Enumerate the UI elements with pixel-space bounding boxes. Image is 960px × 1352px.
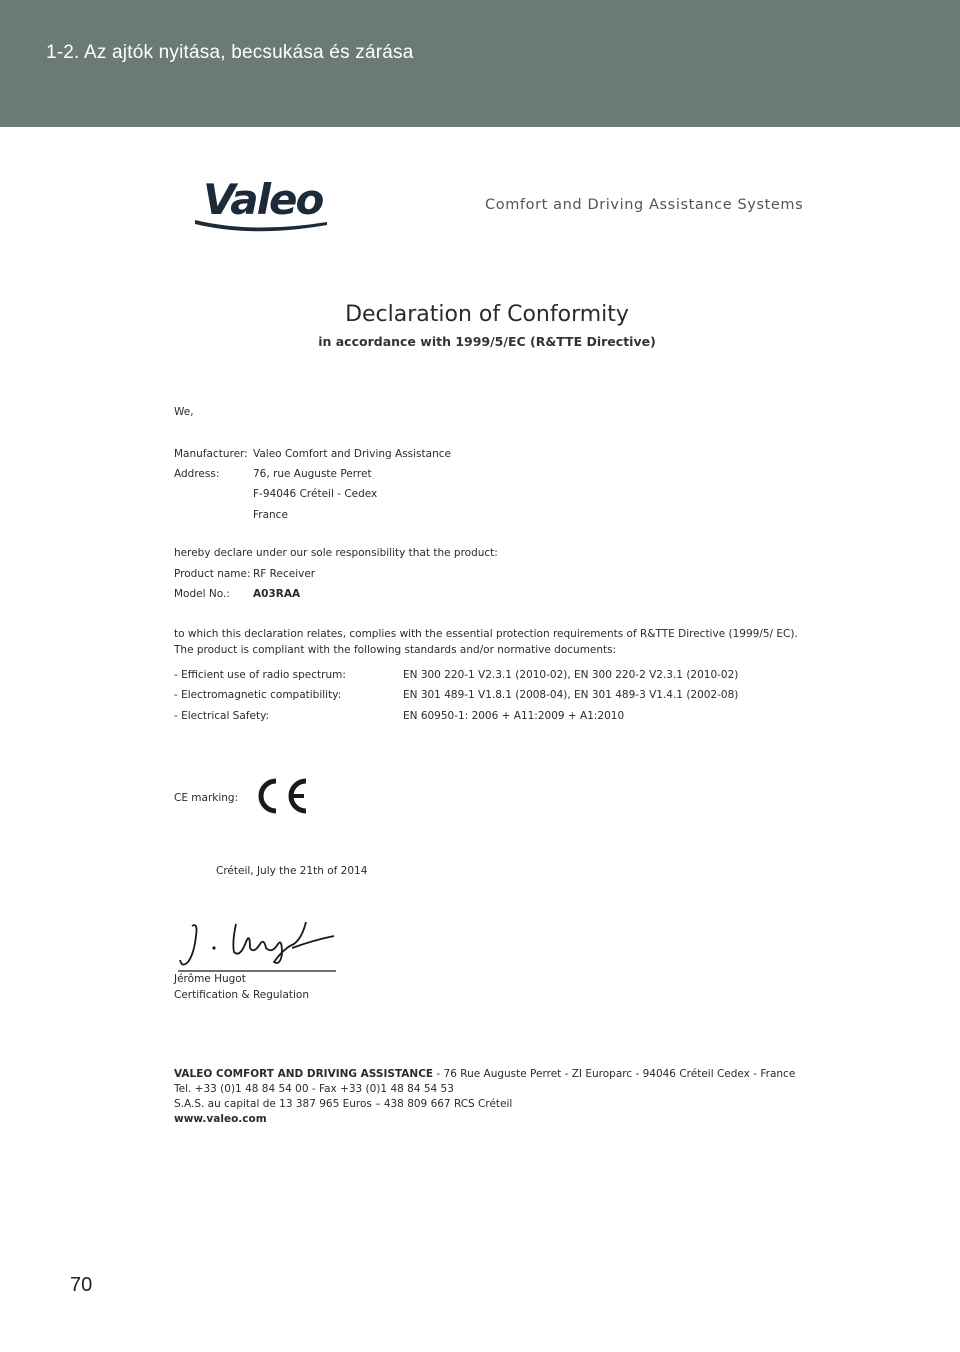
footer-phone: Tel. +33 (0)1 48 84 54 00 - Fax +33 (0)1 48 84 54 53 bbox=[174, 1083, 454, 1095]
product-name-label: Product name: bbox=[174, 568, 251, 580]
standard-label: - Efficient use of radio spectrum: bbox=[174, 669, 346, 681]
ce-marking-label: CE marking: bbox=[174, 792, 239, 804]
model-value: A03RAA bbox=[253, 588, 301, 600]
footer-capital: S.A.S. au capital de 13 387 965 Euros – 438 809 667 RCS Créteil bbox=[174, 1098, 513, 1110]
place-date: Créteil, July the 21th of 2014 bbox=[216, 865, 368, 877]
handwritten-signature bbox=[174, 918, 344, 974]
manufacturer-label: Manufacturer: bbox=[174, 448, 248, 460]
declaration-title: Declaration of Conformity bbox=[345, 302, 629, 327]
standard-value: EN 60950-1: 2006 + A11:2009 + A1:2010 bbox=[403, 710, 625, 722]
standard-label: - Electromagnetic compatibility: bbox=[174, 689, 342, 701]
footer-website: www.valeo.com bbox=[174, 1113, 267, 1125]
hereby-text: hereby declare under our sole responsibility that the product: bbox=[174, 547, 498, 559]
svg-text:Valeo: Valeo bbox=[203, 175, 323, 224]
standard-value: EN 300 220-1 V2.3.1 (2010-02), EN 300 220-2 V2.3.1 (2010-02) bbox=[403, 669, 739, 681]
standard-label: - Electrical Safety: bbox=[174, 710, 270, 722]
address-line: 76, rue Auguste Perret bbox=[253, 468, 372, 480]
compliance-line: The product is compliant with the following standards and/or normative documents: bbox=[174, 644, 617, 656]
signatory-title: Certification & Regulation bbox=[174, 989, 310, 1001]
we-text: We, bbox=[174, 406, 194, 418]
page-number: 70 bbox=[70, 1274, 93, 1296]
standard-value: EN 301 489-1 V1.8.1 (2008-04), EN 301 489-3 V1.4.1 (2002-08) bbox=[403, 689, 739, 701]
section-title: 1-2. Az ajtók nyitása, becsukása és zárása bbox=[46, 42, 414, 63]
address-line: France bbox=[253, 509, 288, 521]
address-line: F-94046 Créteil - Cedex bbox=[253, 488, 378, 500]
footer-company-address: - 76 Rue Auguste Perret - ZI Europarc - 94046 Créteil Cedex - France bbox=[433, 1068, 796, 1080]
model-label: Model No.: bbox=[174, 588, 230, 600]
letterhead-tagline: Comfort and Driving Assistance Systems bbox=[485, 197, 804, 213]
valeo-logo bbox=[193, 172, 333, 238]
footer-company-name: VALEO COMFORT AND DRIVING ASSISTANCE bbox=[174, 1068, 434, 1080]
declaration-subtitle: in accordance with 1999/5/EC (R&TTE Directive) bbox=[318, 334, 656, 349]
footer-company-line bbox=[174, 1068, 795, 1080]
ce-mark-icon bbox=[254, 775, 314, 817]
signatory-name: Jérôme Hugot bbox=[174, 973, 246, 985]
manufacturer-value: Valeo Comfort and Driving Assistance bbox=[253, 448, 451, 460]
compliance-line: to which this declaration relates, complies with the essential protection requirements of R&TTE Directive (1999/5/ EC). bbox=[174, 628, 798, 640]
product-name-value: RF Receiver bbox=[253, 568, 316, 580]
address-label: Address: bbox=[174, 468, 220, 480]
